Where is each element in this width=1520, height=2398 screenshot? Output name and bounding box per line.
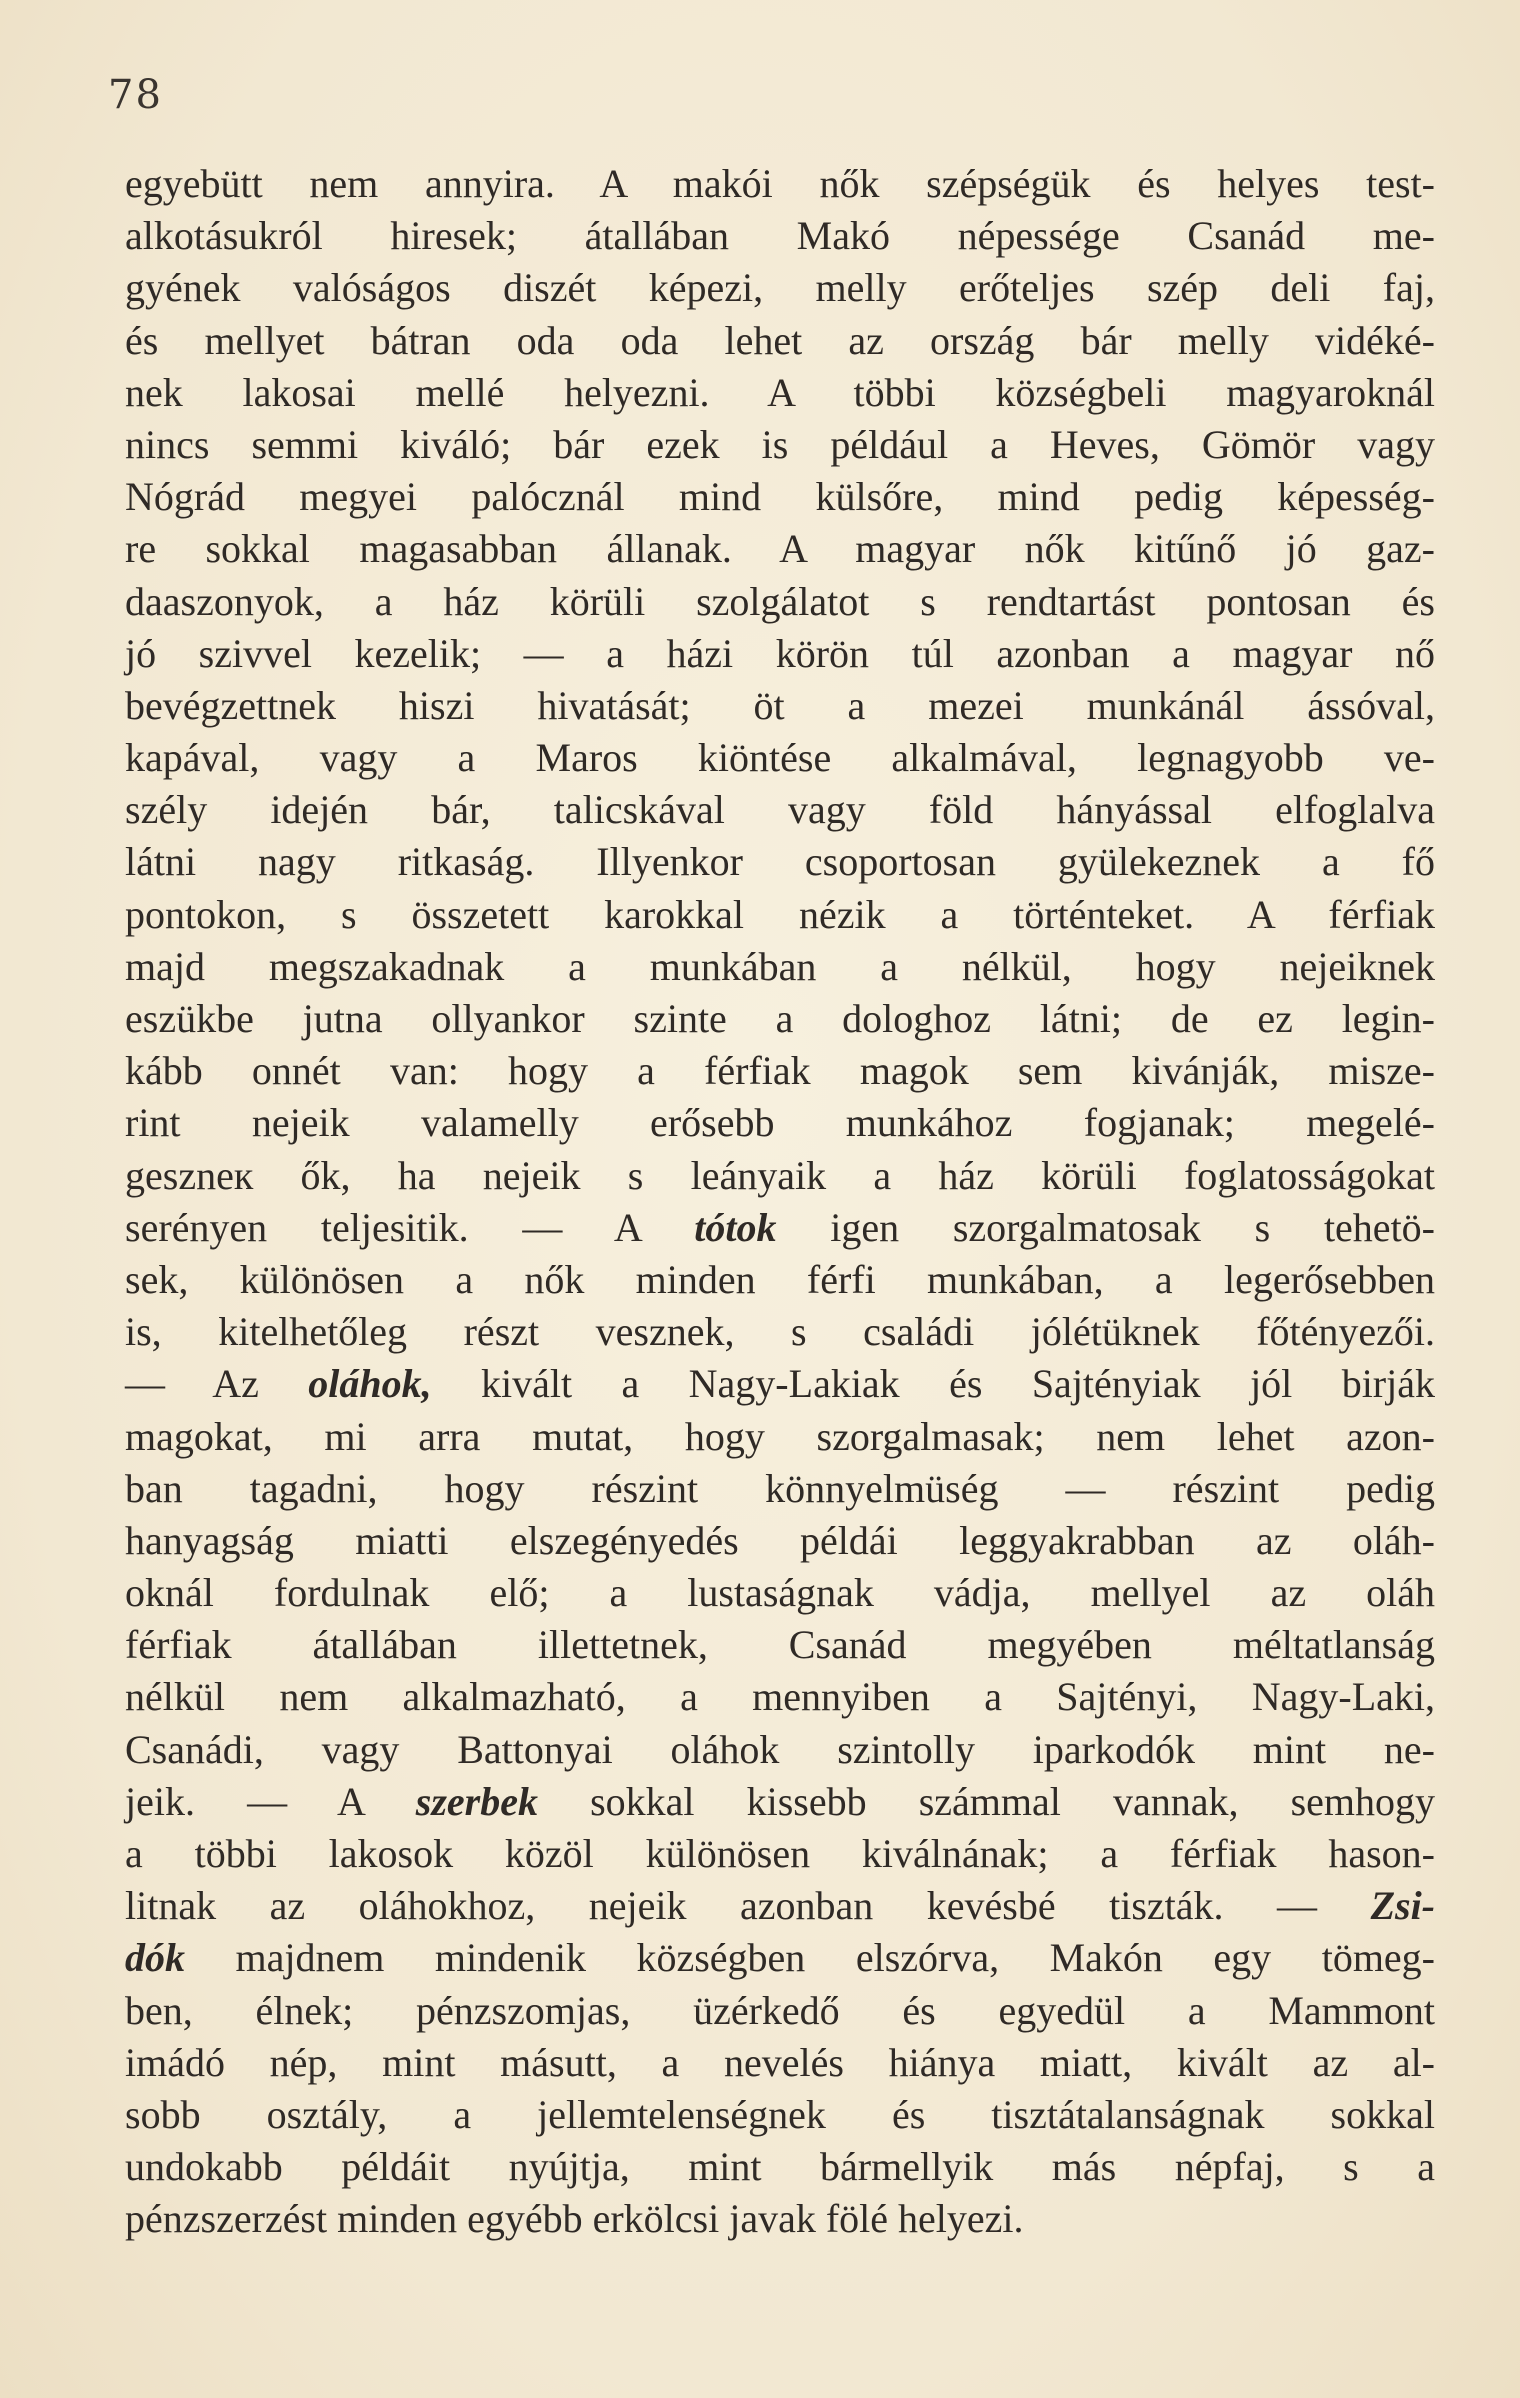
text-segment: és mellyet bátran oda oda lehet az ország bár melly vidéké- [125,317,1435,363]
text-segment: oknál fordulnak elő; a lustaságnak vádja, mellyel az oláh [125,1570,1435,1616]
text-line [125,1097,1435,1149]
text-segment: férfiak átallában illettetnek, Csanád megyében méltatlanság [125,1622,1435,1668]
text-segment: magokat, mi arra mutat, hogy szorgalmasak; nem lehet azon- [125,1413,1435,1459]
text-line [125,732,1435,784]
text-line [125,1202,1435,1254]
text-segment: pontokon, s összetett karokkal nézik a történteket. A férfiak [125,891,1435,937]
text-line [125,680,1435,732]
text-line [125,367,1435,419]
text-segment: sobb osztály, a jellemtelenségnek és tisztátalanságnak sokkal [125,2091,1435,2137]
text-line [125,628,1435,680]
page-number: 78 [108,72,163,118]
text-segment: geszneк ők, ha nejeik s leányaik a ház körüli foglatosságokat [125,1152,1435,1198]
text-segment: nélkül nem alkalmazható, a mennyiben a Sajtényi, Nagy-Laki, [125,1674,1435,1720]
text-line [125,1045,1435,1097]
text-line [125,419,1435,471]
text-line [125,471,1435,523]
text-segment: kapával, vagy a Maros kiöntése alkalmával, legnagyobb ve- [125,735,1435,781]
text-segment: — Az [125,1361,309,1407]
text-line [125,941,1435,993]
text-segment: pénzszerzést minden egyébb erkölcsi javak fölé helyezi. [125,2196,1024,2242]
text-segment: egyebütt nem annyira. A makói nők szépségük és helyes test- [125,161,1435,206]
text-line [125,1463,1435,1515]
text-line [125,210,1435,262]
text-segment: jeik. — A [125,1778,416,1824]
text-segment: majd megszakadnak a munkában a nélkül, hogy nejeiknek [125,943,1435,989]
text-segment: nincs semmi kiváló; bár ezek is például a Heves, Gömör vagy [125,421,1435,467]
text-segment: igen szorgalmatosak s tehetö- [776,1204,1435,1250]
text-segment: kább onnét van: hogy a férfiak magok sem kivánják, misze- [125,1048,1435,1094]
text-segment: majdnem mindenik községben elszórva, Makón egy tömeg- [185,1935,1435,1981]
text-line [125,889,1435,941]
text-line [125,1880,1435,1932]
text-segment: ben, élnek; pénzszomjas, üzérkedő és egyedül a Mammont [125,1987,1435,2033]
text-segment: alkotásukról hiresek; átallában Makó népessége Csanád me- [125,213,1435,259]
text-segment: daaszonyok, a ház körüli szolgálatot s rendtartást pontosan és [125,578,1435,624]
text-line [125,1567,1435,1619]
text-segment: szély idején bár, talicskával vagy föld hányással elfoglalva [125,787,1435,833]
text-segment: Nógrád megyei palócznál mind külsőre, mind pedig képesség- [125,474,1435,520]
text-segment: serényen teljesitik. — A [125,1204,695,1250]
italic-term: tótok [694,1204,777,1250]
text-line [125,1985,1435,2037]
text-segment: bevégzettnek hiszi hivatását; öt a mezei munkánál ássóval, [125,682,1435,728]
italic-term: dók [125,1935,185,1981]
text-segment: is, kitelhetőleg részt vesznek, s családi jólétüknek főtényezői. [125,1309,1435,1355]
text-line [125,1828,1435,1880]
text-line [125,836,1435,888]
text-segment: hanyagság miatti elszegényedés példái leggyakrabban az oláh- [125,1517,1435,1563]
text-segment: jó szivvel kezelik; — a házi körön túl azonban a magyar nő [125,630,1435,676]
text-segment: ban tagadni, hogy részint könnyelmüség — részint pedig [125,1465,1435,1511]
text-segment: sokkal kissebb számmal vannak, semhogy [537,1778,1435,1824]
text-line [125,1150,1435,1202]
italic-term: oláhok, [308,1361,432,1407]
body-text [125,158,1435,2246]
text-line [125,1515,1435,1567]
text-line [125,1671,1435,1723]
text-line [125,993,1435,1045]
text-line [125,158,1435,210]
text-segment: kivált a Nagy-Lakiak és Sajtényiak jól birják [431,1361,1435,1407]
text-line [125,2037,1435,2089]
text-segment: undokabb példáit nyújtja, mint bármellyik más népfaj, s a [125,2144,1435,2190]
text-segment: látni nagy ritkaság. Illyenkor csoportosan gyülekeznek a fő [125,839,1435,885]
text-segment: re sokkal magasabban állanak. A magyar nők kitűnő jó gaz- [125,526,1435,572]
text-segment: a többi lakosok közöl különösen kiválnának; a férfiak hason- [125,1831,1435,1876]
text-line [125,1358,1435,1410]
text-line [125,2089,1435,2141]
text-segment: nek lakosai mellé helyezni. A többi községbeli magyaroknál [125,369,1435,415]
text-line [125,1724,1435,1776]
text-segment: gyének valóságos diszét képezi, melly erőteljes szép deli faj, [125,265,1435,311]
text-line [125,315,1435,367]
text-line [125,1619,1435,1671]
text-segment: Csanádi, vagy Battonyai oláhok szintolly iparkodók mint ne- [125,1726,1435,1772]
italic-term: szerbek [415,1778,538,1824]
text-line [125,1306,1435,1358]
text-line [125,1932,1435,1984]
text-segment: litnak az oláhokhoz, nejeik azonban kevésbé tiszták. — [125,1883,1371,1929]
text-line [125,2193,1435,2245]
text-line [125,576,1435,628]
text-line [125,262,1435,314]
text-line [125,1254,1435,1306]
text-segment: imádó nép, mint másutt, a nevelés hiánya miatt, kivált az al- [125,2039,1435,2085]
text-line [125,1776,1435,1828]
text-line [125,2141,1435,2193]
text-segment: rint nejeik valamelly erősebb munkához fogjanak; megelé- [125,1100,1435,1146]
text-segment: eszükbe jutna ollyankor szinte a dologhoz látni; de ez legin- [125,996,1435,1041]
text-line [125,784,1435,836]
italic-term: Zsi- [1370,1883,1435,1929]
text-line [125,523,1435,575]
text-line [125,1411,1435,1463]
text-segment: sek, különösen a nők minden férfi munkában, a legerősebben [125,1256,1435,1302]
